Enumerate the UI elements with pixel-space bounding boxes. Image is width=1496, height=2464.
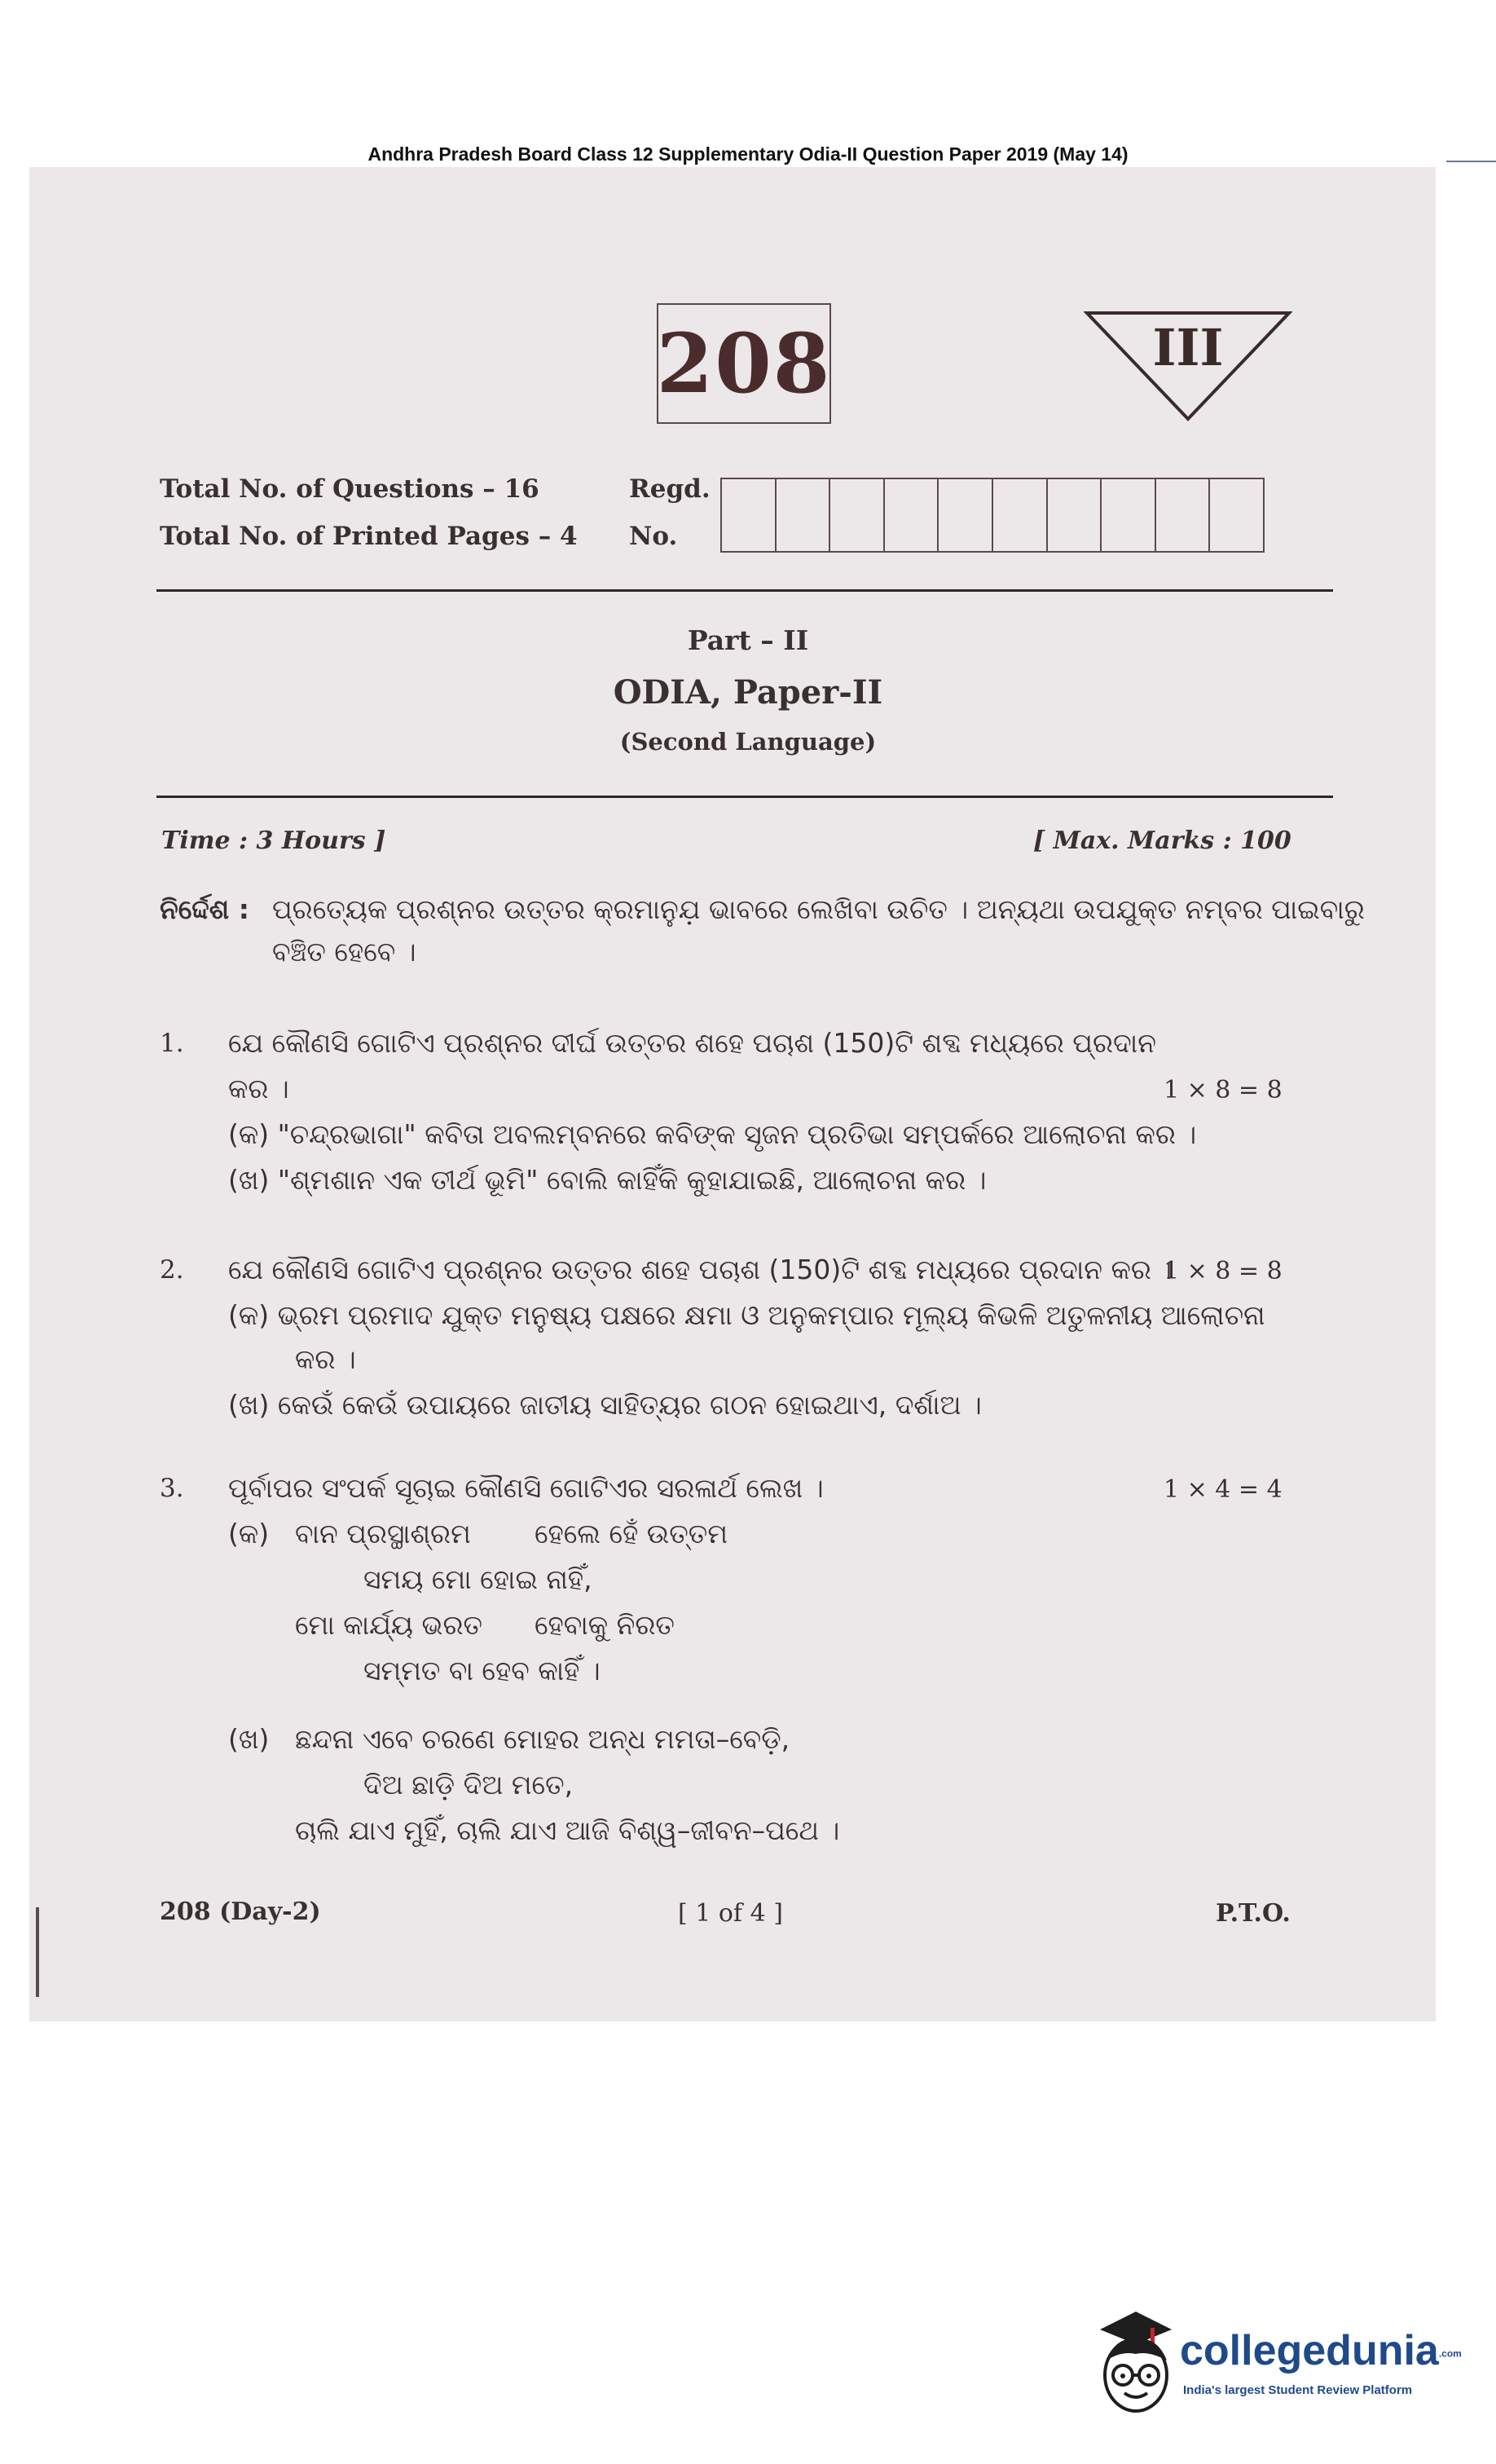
poem-label: (କ) — [228, 1518, 270, 1549]
brand-name — [1180, 2326, 1462, 2375]
question-option: (କ) "ଚନ୍ଦ୍ରଭାଗା" କବିତା ଅବଲମ୍ବନରେ କବିଙ୍କ ସୃଜନ ପ୍ରତିଭା ସମ୍ପର୍କରେ ଆଲୋଚନା କର । — [228, 1118, 1197, 1150]
regd-label: Regd. — [629, 474, 711, 504]
poem-line: ଛନ୍ଦନା ଏବେ ଚରଣେ ମୋହର ଅନ୍ଧ ମମତା–ବେଡ଼ି, — [295, 1723, 790, 1755]
regd-cell — [993, 479, 1048, 551]
poem-line: ଦିଅ ଛାଡ଼ି ଦିଅ ମତେ, — [363, 1769, 574, 1801]
question-marks: 1 × 8 = 8 — [1164, 1257, 1283, 1285]
question-number: 1. — [160, 1029, 184, 1058]
poem-line: ମୋ କାର୍ଯ୍ୟ ଭରତ — [295, 1609, 483, 1641]
regd-cell — [777, 479, 831, 551]
page-number: [ 1 of 4 ] — [678, 1899, 783, 1928]
question-text: କର । — [228, 1073, 289, 1104]
question-option: (କ) ଭ୍ରମ ପ୍ରମାଦ ଯୁକ୍ତ ମନୁଷ୍ୟ ପକ୍ଷରେ କ୍ଷମା ଓ ଅନୁକମ୍ପାର ମୂଲ୍ୟ କିଭଳି ଅତୁଳନୀୟ ଆଲୋଚନା — [228, 1299, 1265, 1331]
question-option: (ଖ) "ଶ୍ମଶାନ ଏକ ତୀର୍ଥ ଭୂମି" ବୋଲି କାହିଁକି କୁହାଯାଇଛି, ଆଲୋଚନା କର । — [228, 1164, 987, 1196]
instruction-line: ବଞ୍ଚିତ ହେବେ । — [272, 936, 416, 968]
regd-no-label: No. — [629, 522, 678, 551]
regd-cell — [1102, 479, 1156, 551]
poem-line: ବାନ ପ୍ରସ୍ଥାଶ୍ରମ — [295, 1518, 471, 1549]
time-allowed: Time : 3 Hours ] — [161, 826, 386, 855]
poem-line: ସମ୍ମତ ବା ହେବ କାହିଁ । — [363, 1655, 601, 1686]
question-number: 3. — [160, 1474, 184, 1503]
poem-line: ହେବାକୁ ନିରତ — [535, 1609, 675, 1641]
poem-label: (ଖ) — [228, 1723, 270, 1755]
brand-tagline: India's largest Student Review Platform — [1183, 2383, 1413, 2397]
brand-tld: .com — [1438, 2347, 1462, 2360]
max-marks: [ Max. Marks : 100 — [1033, 826, 1291, 855]
registration-number-boxes — [720, 478, 1265, 553]
instruction-label: ନିର୍ଦ୍ଦେଶ : — [160, 893, 249, 925]
regd-cell — [830, 479, 885, 551]
footer-paper-code: 208 (Day-2) — [160, 1898, 321, 1926]
regd-cell — [885, 479, 939, 551]
total-questions: Total No. of Questions – 16 — [160, 474, 539, 504]
document-caption: Andhra Pradesh Board Class 12 Supplementary Odia-II Question Paper 2019 (May 14) — [367, 143, 1129, 165]
poem-line: ସମୟ ମୋ ହୋଇ ନାହିଁ, — [363, 1563, 592, 1595]
subject-title: ODIA, Paper-II — [613, 673, 883, 712]
regd-cell — [1156, 479, 1211, 551]
pto-label: P.T.O. — [1216, 1899, 1291, 1928]
mascot-icon — [1092, 2303, 1181, 2426]
question-option: (ଖ) କେଉଁ କେଉଁ ଉପାୟରେ ଜାତୀୟ ସାହିତ୍ୟର ଗଠନ ହୋଇଥାଏ, ଦର୍ଶାଅ । — [228, 1389, 982, 1421]
question-text: ପୂର୍ବାପର ସଂପର୍କ ସୂଚାଇ କୌଣସି ଗୋଟିଏର ସରଳାର୍ଥ ଲେଖ । — [228, 1472, 824, 1504]
question-text: ଯେ କୌଣସି ଗୋଟିଏ ପ୍ରଶ୍ନର ଦୀର୍ଘ ଉତ୍ତର ଶହେ ପଚାଶ (150)ଟି ଶବ୍ଦ ମଧ୍ୟରେ ପ୍ରଦାନ — [228, 1027, 1156, 1059]
question-marks: 1 × 8 = 8 — [1164, 1076, 1283, 1104]
regd-cell — [1048, 479, 1102, 551]
regd-cell — [1210, 479, 1263, 551]
brand-logo — [1092, 2303, 1462, 2426]
set-badge — [1084, 310, 1292, 422]
poem-line: ଚାଲି ଯାଏ ମୁହିଁ, ଚାଲି ଯାଏ ଆଜି ବିଶ୍ୱ–ଜୀବନ–ପଥେ । — [295, 1814, 840, 1846]
question-option-cont: କର । — [295, 1343, 356, 1375]
brand-name-text: collegedunia — [1180, 2327, 1439, 2374]
question-number: 2. — [160, 1255, 184, 1285]
instruction-line: ପ୍ରତ୍ୟେକ ପ୍ରଶ୍ନର ଉତ୍ତର କ୍ରମାନୁଯ଼ ଭାବରେ ଲେଖିବା ଉଚିତ । ଅନ୍ୟଥା ଉପଯୁକ୍ତ ନମ୍ବର ପାଇବାରୁ — [272, 893, 1365, 925]
total-pages: Total No. of Printed Pages – 4 — [160, 522, 578, 551]
divider — [156, 589, 1333, 592]
poem-line: ହେଲେ ହେଁ ଉତ୍ତମ — [535, 1518, 728, 1549]
part-label: Part – II — [687, 624, 809, 656]
scan-edge-mark — [36, 1907, 39, 1997]
set-label: III — [1152, 318, 1224, 377]
divider — [156, 796, 1333, 798]
language-label: (Second Language) — [619, 728, 877, 756]
paper-code-box: 208 — [657, 303, 831, 424]
regd-cell — [939, 479, 993, 551]
question-marks: 1 × 4 = 4 — [1164, 1475, 1283, 1504]
question-text: ଯେ କୌଣସି ଗୋଟିଏ ପ୍ରଶ୍ନର ଉତ୍ତର ଶହେ ପଚାଶ (150)ଟି ଶବ୍ଦ ମଧ୍ୟରେ ପ୍ରଦାନ କର । — [228, 1254, 1173, 1285]
regd-cell — [722, 479, 777, 551]
caption-rule — [1446, 161, 1496, 162]
